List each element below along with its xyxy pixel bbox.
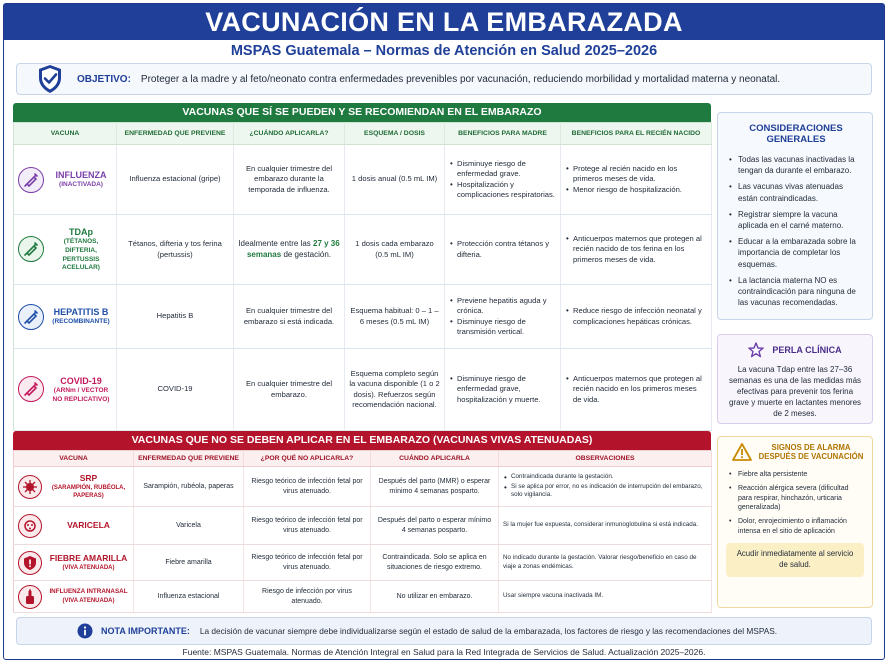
vaccine-type: (RECOMBINANTE)	[52, 318, 110, 326]
syringe-icon	[18, 167, 44, 193]
col-header: ¿CUÁNDO APLICARLA?	[234, 123, 345, 145]
vaccine-cell	[14, 581, 134, 613]
vaccine-name: SRP	[79, 472, 98, 483]
info-icon	[77, 623, 93, 639]
shield-warning-icon	[18, 551, 42, 575]
list-item: • Las vacunas vivas atenuadas están contraindicadas.	[728, 181, 864, 203]
vaccine-cell	[14, 215, 117, 285]
dose-cell: 1 dosis cada embarazo (0.5 mL IM)	[345, 215, 445, 285]
disease-cell: Varicela	[134, 507, 244, 545]
syringe-icon	[18, 236, 44, 262]
col-header: VACUNA	[14, 451, 134, 467]
warning-icon	[732, 443, 752, 461]
mother-benefits-cell	[445, 145, 561, 215]
syringe-icon	[18, 304, 44, 330]
list-item: • Protección contra tétanos y difteria.	[449, 239, 556, 260]
objective-text: Proteger a la madre y al feto/neonato contra enfermedades prevenibles por vacunación, reduciendo morbilidad y mortalidad materna y neonatal.	[140, 73, 781, 85]
vaccine-cell	[14, 145, 117, 215]
why-cell: Riesgo teórico de infección fetal por virus atenuado.	[244, 467, 371, 507]
list-item: • Reacción alérgica severa (dificultad para respirar, hinchazón, urticaria generalizada)	[728, 484, 864, 513]
dose-cell: Esquema habitual: 0 – 1 – 6 meses (0.5 mL IM)	[345, 285, 445, 349]
col-header: BENEFICIOS PARA EL RECIÉN NACIDO	[561, 123, 712, 145]
list-item: • Hospitalización y complicaciones respiratorias.	[449, 180, 556, 201]
list-item: • Disminuye riesgo de enfermedad grave, hospitalización y muerte.	[449, 374, 556, 405]
newborn-benefits-cell	[561, 285, 712, 349]
alarm-title: SIGNOS DE ALARMA DESPUÉS DE VACUNACIÓN	[758, 443, 864, 461]
alarm-action: Acudir inmediatamente al servicio de salud.	[726, 543, 864, 577]
important-note	[16, 617, 872, 645]
list-item: • Contraindicada durante la gestación.	[503, 473, 707, 482]
list-item: • Anticuerpos maternos que protegen al recién nacido en los primeros meses de vida.	[565, 374, 707, 405]
pearl-title: PERLA CLÍNICA	[772, 345, 842, 355]
when-cell: No utilizar en embarazo.	[371, 581, 499, 613]
col-header: ESQUEMA / DOSIS	[345, 123, 445, 145]
page-subtitle: MSPAS Guatemala – Normas de Atención en Salud 2025–2026	[230, 43, 658, 59]
recommended-header: VACUNAS QUE SÍ SE PUEDEN Y SE RECOMIENDAN EN EL EMBARAZO	[13, 103, 711, 122]
table-row	[14, 145, 712, 215]
vaccine-type: (ARNm / VECTOR NO REPLICATIVO)	[52, 386, 110, 403]
disease-cell: COVID-19	[117, 349, 234, 431]
alarm-panel	[717, 436, 873, 608]
shield-check-icon	[37, 63, 67, 95]
list-item: • Previene hepatitis aguda y crónica.	[449, 296, 556, 317]
vaccine-type: (VIVA ATENUADA)	[62, 597, 115, 604]
list-item: • Fiebre alta persistente	[728, 470, 864, 480]
disease-cell: Fiebre amarilla	[134, 545, 244, 581]
disease-cell: Sarampión, rubéola, paperas	[134, 467, 244, 507]
note-text: La decisión de vacunar siempre debe individualizarse según el estado de salud de la embarazada, los factores de riesgo y las recomendaciones del MSPAS.	[199, 626, 778, 636]
contraindicated-section	[13, 431, 711, 613]
col-header: VACUNA	[14, 123, 117, 145]
col-header: ¿POR QUÉ NO APLICARLA?	[244, 451, 371, 467]
vaccine-name: TDAp	[69, 226, 93, 237]
nasal-spray-icon	[18, 585, 42, 609]
vaccine-cell	[14, 545, 134, 581]
table-row	[14, 581, 712, 613]
list-item: • Anticuerpos maternos que protegen al recién nacido de tos ferina en los primeros meses de vida.	[565, 234, 707, 265]
vaccine-name: VARICELA	[67, 519, 110, 530]
newborn-benefits-cell	[561, 215, 712, 285]
list-item: • Menor riesgo de hospitalización.	[565, 185, 707, 195]
why-cell: Riesgo teórico de infección fetal por virus atenuado.	[244, 545, 371, 581]
list-item: • Protege al recién nacido en los primeros meses de vida.	[565, 164, 707, 185]
col-header: ENFERMEDAD QUE PREVIENE	[134, 451, 244, 467]
contraindicated-header: VACUNAS QUE NO SE DEBEN APLICAR EN EL EMBARAZO (VACUNAS VIVAS ATENUADAS)	[13, 431, 711, 450]
pearl-panel	[717, 334, 873, 424]
considerations-panel	[717, 112, 873, 320]
newborn-benefits-cell	[561, 349, 712, 431]
vaccine-type: (SARAMPIÓN, RUBÉOLA, PAPERAS)	[51, 485, 126, 500]
col-header: OBSERVACIONES	[499, 451, 712, 467]
col-header: CUÁNDO APLICARLA	[371, 451, 499, 467]
vaccine-cell	[14, 467, 134, 507]
when-cell	[234, 215, 345, 285]
recommended-section	[13, 103, 711, 431]
when-text: de gestación.	[283, 249, 332, 259]
when-cell: Después del parto o esperar mínimo 4 semanas posparto.	[371, 507, 499, 545]
list-item: • Educar a la embarazada sobre la importancia de completar los esquemas.	[728, 236, 864, 270]
table-row	[14, 507, 712, 545]
observations-cell: Si la mujer fue expuesta, considerar inmunoglobulina si está indicada.	[499, 507, 712, 545]
disease-cell: Influenza estacional	[134, 581, 244, 613]
observations-cell: No indicado durante la gestación. Valorar riesgo/beneficio en caso de viaje a zonas endémicas.	[499, 545, 712, 581]
vaccine-cell	[14, 349, 117, 431]
list-item: • La lactancia materna NO es contraindicación para ninguna de las vacunas recomendadas.	[728, 275, 864, 309]
vaccine-name: INFLUENZA	[55, 170, 107, 181]
when-highlight: 27 y 36 semanas	[246, 238, 340, 259]
newborn-benefits-cell	[561, 145, 712, 215]
page-title: VACUNACIÓN EN LA EMBARAZADA	[4, 4, 884, 40]
mother-benefits-cell	[445, 349, 561, 431]
vaccine-type: (TÉTANOS, DIFTERIA, PERTUSSIS ACELULAR)	[62, 238, 100, 272]
vaccine-name: HEPATITIS B	[53, 307, 109, 318]
when-cell: En cualquier trimestre del embarazo.	[234, 349, 345, 431]
disease-cell: Tétanos, difteria y tos ferina (pertussis)	[117, 215, 234, 285]
vaccine-cell	[14, 507, 134, 545]
mother-benefits-cell	[445, 285, 561, 349]
table-row	[14, 349, 712, 431]
table-row	[14, 467, 712, 507]
list-item: • Reduce riesgo de infección neonatal y complicaciones hepáticas crónicas.	[565, 306, 707, 327]
col-header: BENEFICIOS PARA MADRE	[445, 123, 561, 145]
dose-cell: 1 dosis anual (0.5 mL IM)	[345, 145, 445, 215]
dose-cell: Esquema completo según la vacuna disponible (1 o 2 dosis). Refuerzos según recomendación nacional.	[345, 349, 445, 431]
virus-icon	[18, 475, 42, 499]
disease-cell: Influenza estacional (gripe)	[117, 145, 234, 215]
list-item: • Registrar siempre la vacuna aplicada en el carné materno.	[728, 209, 864, 231]
vaccine-name: INFLUENZA INTRANASAL	[49, 588, 128, 596]
pearl-text: La vacuna Tdap entre las 27–36 semanas es una de las medidas más efectivas para prevenir tos ferina grave y muerte en lactantes menores de 2 meses.	[728, 365, 862, 419]
list-item: • Si se aplica por error, no es indicación de interrupción del embarazo, solo vigilancia.	[503, 483, 707, 500]
syringe-icon	[18, 376, 44, 402]
list-item: • Disminuye riesgo de transmisión vertical.	[449, 317, 556, 338]
vaccine-type: (INACTIVADA)	[59, 181, 103, 189]
observations-cell	[499, 467, 712, 507]
vaccine-type: (VIVA ATENUADA)	[62, 565, 115, 572]
source-citation: Fuente: MSPAS Guatemala. Normas de Atención Integral en Salud para la Red Integrada de Servicios de Salud. Actualización 2025–2026.	[182, 647, 706, 657]
when-cell: En cualquier trimestre del embarazo durante la temporada de influenza.	[234, 145, 345, 215]
objective-label: OBJETIVO:	[77, 73, 131, 85]
observations-cell: Usar siempre vacuna inactivada IM.	[499, 581, 712, 613]
col-header: ENFERMEDAD QUE PREVIENE	[117, 123, 234, 145]
star-icon	[748, 342, 764, 358]
when-text: Idealmente entre las	[238, 238, 311, 248]
vaccine-name: FIEBRE AMARILLA	[49, 552, 128, 563]
disease-cell: Hepatitis B	[117, 285, 234, 349]
mother-benefits-cell	[445, 215, 561, 285]
vaccine-name: COVID-19	[60, 375, 102, 386]
when-cell: Contraindicada. Solo se aplica en situaciones de riesgo extremo.	[371, 545, 499, 581]
objective-box	[16, 63, 872, 95]
table-row	[14, 545, 712, 581]
recommended-header-row	[14, 123, 712, 145]
virus-icon	[18, 514, 42, 538]
when-cell: Después del parto (MMR) o esperar mínimo 4 semanas posparto.	[371, 467, 499, 507]
list-item: • Todas las vacunas inactivadas la tengan da durante el embarazo.	[728, 154, 864, 176]
recommended-table	[13, 122, 712, 431]
table-row	[14, 285, 712, 349]
list-item: • Disminuye riesgo de enfermedad grave.	[449, 159, 556, 180]
considerations-title: CONSIDERACIONES GENERALES	[749, 123, 843, 145]
list-item: • Dolor, enrojecimiento o inflamación intensa en el sitio de aplicación	[728, 517, 864, 537]
table-row	[14, 215, 712, 285]
vaccine-cell	[14, 285, 117, 349]
when-cell: En cualquier trimestre del embarazo si está indicada.	[234, 285, 345, 349]
why-cell: Riesgo teórico de infección fetal por virus atenuado.	[244, 507, 371, 545]
note-label: NOTA IMPORTANTE:	[101, 626, 190, 636]
contraindicated-table	[13, 450, 712, 613]
contraindicated-header-row	[14, 451, 712, 467]
why-cell: Riesgo de infección por virus atenuado.	[244, 581, 371, 613]
